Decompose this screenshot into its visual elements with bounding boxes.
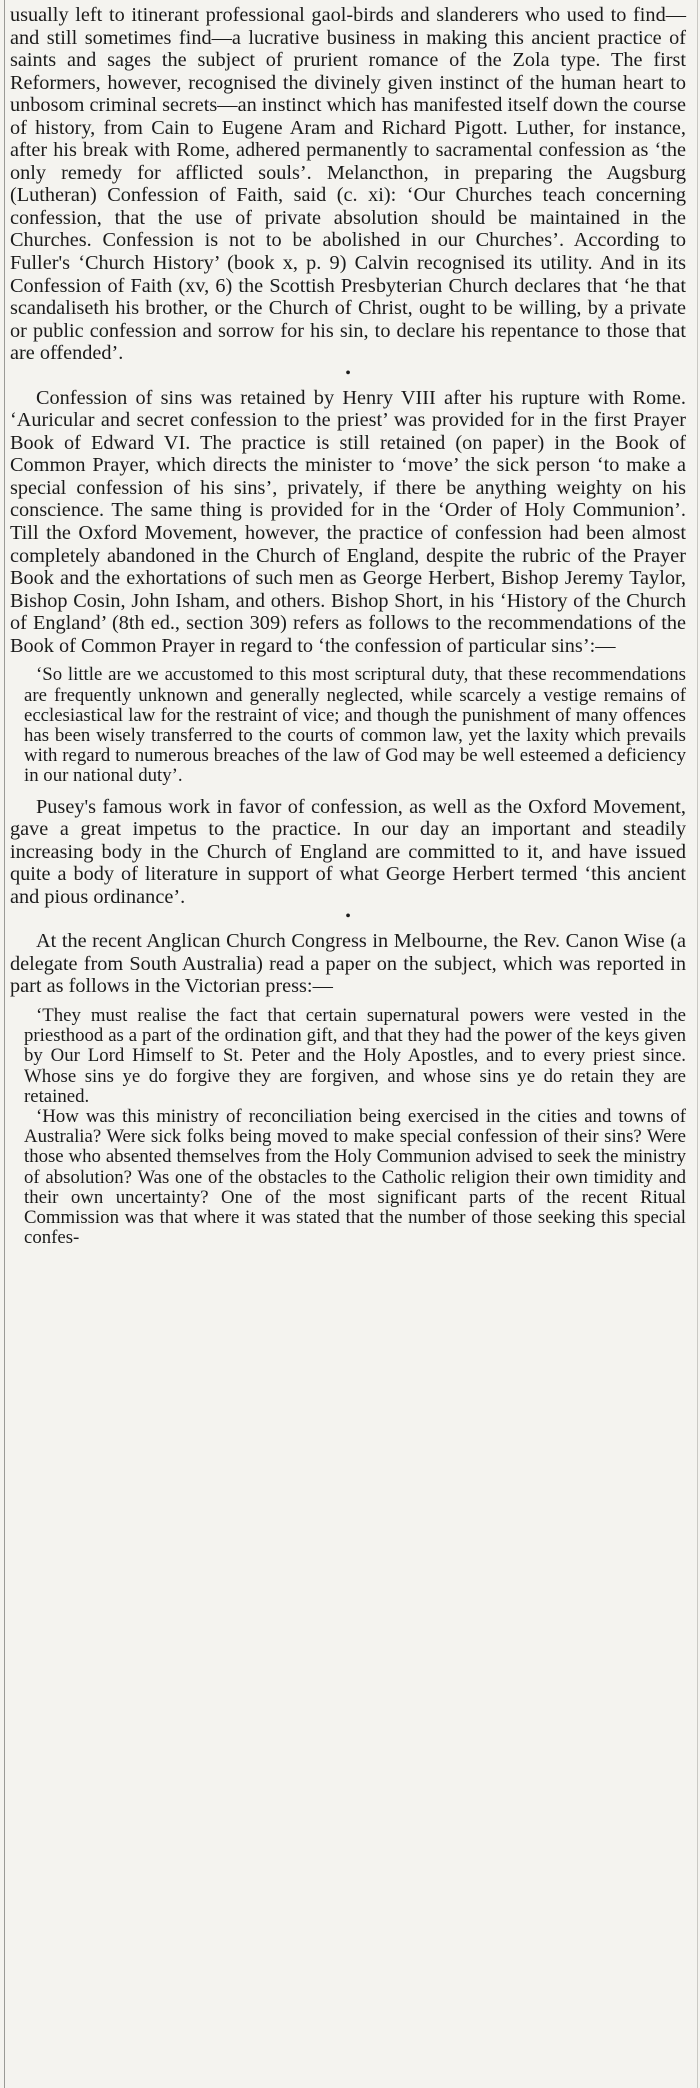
column-rule-right [697, 0, 698, 2088]
quote-canon-wise-keys: ‘They must realise the fact that certain supernatural powers were vested in the priesthood as a part of the ordination gift, and that they had the power of the keys given by Our Lord Himself to St. Peter and the Holy Apostles, and to every priest since. Whose sins ye do forgive they are forgiven, and whose sins ye do retain they are retained. [24, 1004, 686, 1107]
paragraph-pusey: Pusey's famous work in favor of confession, as well as the Oxford Movement, gave a great impetus to the practice. In our day an important and steadily increasing body in the Church of England are committed to it, and have issued quite a body of literature in support of what George Herbert termed ‘this ancient and pious ordinance’. [10, 795, 686, 908]
quote-canon-wise-ministry: ‘How was this ministry of reconciliation being exercised in the cities and towns of Australia? Were sick folks being moved to make special confession of their sins? Were those who absented themselves from the Holy Communion advised to seek the ministry of absolution? Was one of the obstacles to the Catholic religion their own timidity and their own uncertainty? One of the most significant parts of the recent Ritual Commission was that where it was stated that the number of those seeking this special confes- [24, 1105, 686, 1249]
paragraph-church-congress: At the recent Anglican Church Congress in Melbourne, the Rev. Canon Wise (a delegate from South Australia) read a paper on the subject, which was reported in part as follows in the Victorian press:— [10, 930, 686, 998]
paragraph-henry-viii: Confession of sins was retained by Henry VIII after his rupture with Rome. ‘Auricular and secret confession to the priest’ was provided for in the first Prayer Book of Edward VI. The practice is still retained (on paper) in the Book of Common Prayer, which directs the minister to ‘move’ the sick person ‘to make a special confession of his sins’, privately, if there be anything weighty on his conscience. The same thing is provided for in the ‘Order of Holy Communion’. Till the Oxford Movement, however, the practice of confession had been almost completely abandoned in the Church of England, despite the rubric of the Prayer Book and the exhortations of such men as George Herbert, Bishop Jeremy Taylor, Bishop Cosin, John Isham, and others. Bishop Short, in his ‘History of the Church of England’ (8th ed., section 309) refers as follows to the recommendations of the Book of Common Prayer in regard to ‘the confession of particular sins’:— [10, 386, 686, 657]
column-rule-left [4, 0, 5, 2088]
section-separator-dot-2: • [345, 908, 351, 926]
paragraph-reformers-confession: usually left to itinerant professional gaol-birds and slanderers who used to find—and still sometimes find—a lucrative business in making this ancient practice of saints and sages the subject of prurient romance of the Zola type. The first Reformers, however, recognised the divinely given instinct of the human heart to unbosom criminal secrets—an instinct which has manifested itself down the course of history, from Cain to Eugene Aram and Richard Pigott. Luther, for instance, after his break with Rome, adhered permanently to sacramental confession as ‘the only remedy for afflicted souls’. Melancthon, in preparing the Augsburg (Lutheran) Confession of Faith, said (c. xi): ‘Our Churches teach concerning confession, that the use of private absolution should be maintained in the Churches. Confession is not to be abolished in our Churches’. According to Fuller's ‘Church History’ (book x, p. 9) Calvin recognised its utility. And in its Confession of Faith (xv, 6) the Scottish Presbyterian Church declares that ‘he that scandaliseth his brother, or the Church of Christ, ought to be willing, by a private or public confession and sorrow for his sin, to declare his repentance to those that are offended’. [10, 4, 686, 365]
section-separator-dot: • [345, 364, 351, 382]
quote-bishop-short: ‘So little are we accustomed to this most scriptural duty, that these recommendations are frequently unknown and generally neglected, while scarcely a vestige remains of ecclesiastical law for the restraint of vice; and though the punishment of many offences has been wisely transferred to the courts of common law, yet the laxity which prevails with regard to numerous breaches of the law of God may be well esteemed a deficiency in our national duty’. [24, 664, 686, 787]
